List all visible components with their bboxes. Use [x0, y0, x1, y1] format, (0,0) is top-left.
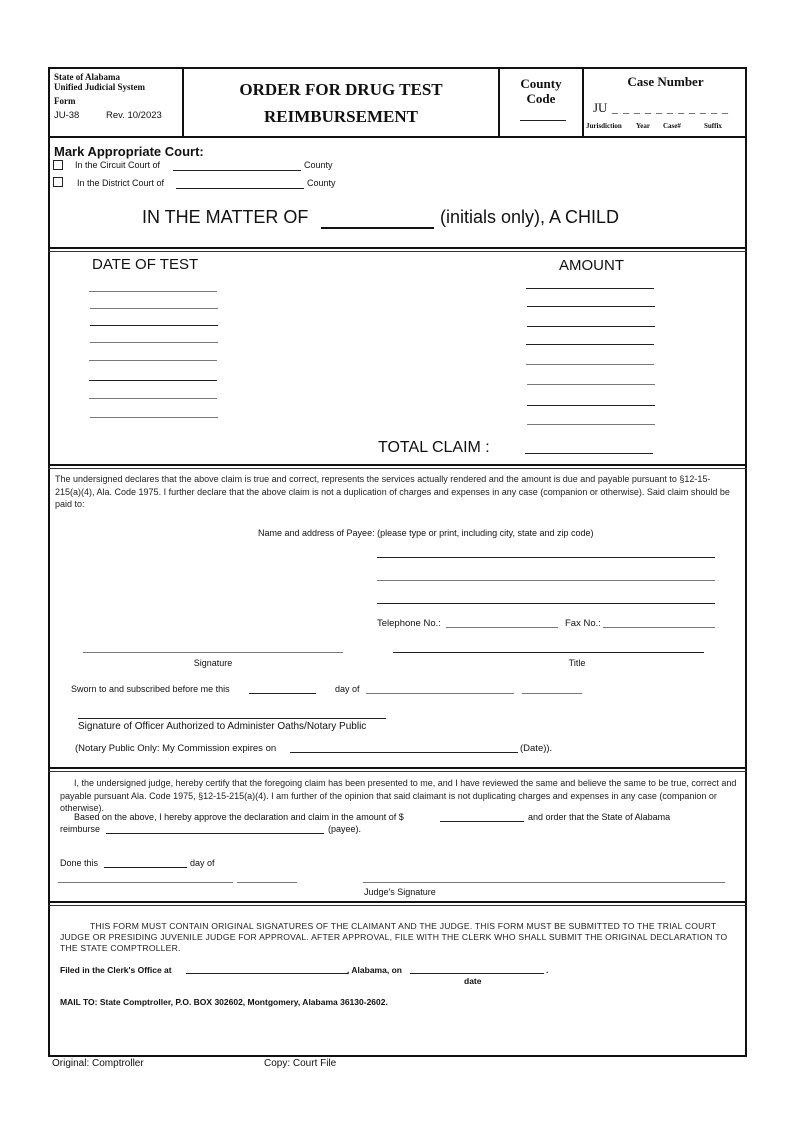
date-of-test-field[interactable] [89, 360, 217, 361]
filed-prefix: Filed in the Clerk's Office at [60, 965, 172, 975]
date-of-test-field[interactable] [90, 325, 218, 326]
done-month-field[interactable] [58, 882, 233, 883]
claimant-signature-field[interactable] [83, 652, 343, 653]
done-day-field[interactable] [104, 867, 187, 868]
circuit-county-field[interactable] [173, 170, 301, 171]
circuit-court-checkbox[interactable] [53, 160, 63, 170]
amount-field[interactable] [526, 288, 654, 289]
done-dayof: day of [190, 858, 215, 868]
date-label: date [464, 976, 482, 986]
section-divider [48, 464, 747, 469]
amount-header: AMOUNT [559, 257, 624, 274]
amount-field[interactable] [527, 405, 655, 406]
court-heading: Mark Appropriate Court: [54, 144, 204, 159]
county-code-field[interactable] [520, 120, 566, 121]
system-label: Unified Judicial System [54, 82, 146, 92]
sworn-year-field[interactable] [522, 693, 582, 694]
reimburse-payee-field[interactable] [106, 833, 324, 834]
filed-location-field[interactable] [186, 973, 348, 974]
footer-notice: THIS FORM MUST CONTAIN ORIGINAL SIGNATURES OF THE CLAIMANT AND THE JUDGE. THIS FORM MUST BE SUBMITTED TO THE TRIAL COURT JUDGE OR PRESIDING JUVENILE JUDGE FOR APPROVAL. AFTER APPROVAL, FILE WITH THE CLERK WHO SHALL SUBMIT THE ORIGINAL DECLARATION TO THE STATE COMPTROLLER. [60, 921, 728, 953]
payee-suffix: (payee). [328, 824, 362, 834]
form-revision: Rev. 10/2023 [106, 110, 162, 121]
filed-middle: , Alabama, on [347, 965, 402, 975]
original-distribution: Original: Comptroller [52, 1058, 144, 1069]
date-of-test-field[interactable] [90, 308, 218, 309]
date-of-test-field[interactable] [89, 380, 217, 381]
amount-field[interactable] [527, 306, 655, 307]
amount-field[interactable] [526, 364, 654, 365]
date-of-test-field[interactable] [90, 342, 218, 343]
amount-field[interactable] [527, 424, 655, 425]
telephone-label: Telephone No.: [377, 618, 441, 629]
sworn-dayof: day of [335, 684, 360, 694]
commission-expiry-field[interactable] [290, 752, 518, 753]
officer-signature-field[interactable] [78, 718, 386, 719]
circuit-county-suffix: County [304, 160, 333, 170]
amount-field[interactable] [527, 384, 655, 385]
payee-name-field[interactable] [377, 557, 715, 558]
declaration-text: The undersigned declares that the above claim is true and correct, represents the services actually rendered and the amount is due and payable pursuant to §12-15-215(a)(4), Ala. Code 1975. I further declare that the above claim is not a duplication of charges and expenses in any case (companion or otherwise). Said claim should be paid to: [55, 474, 730, 509]
case-part-suffix: Suffix [704, 122, 722, 130]
child-initials-field[interactable] [321, 227, 434, 229]
date-of-test-field[interactable] [89, 398, 217, 399]
sworn-month-field[interactable] [366, 693, 514, 694]
fax-label: Fax No.: [565, 618, 601, 629]
total-claim-field[interactable] [525, 453, 653, 454]
case-part-year: Year [636, 122, 650, 130]
district-county-field[interactable] [176, 188, 304, 189]
payee-city-field[interactable] [377, 603, 715, 604]
approve-suffix: and order that the State of Alabama [528, 812, 671, 822]
claimant-title-field[interactable] [393, 652, 704, 653]
total-claim-label: TOTAL CLAIM : [378, 439, 490, 456]
county-code-label: County [520, 76, 562, 91]
mail-to: MAIL TO: State Comptroller, P.O. BOX 302602, Montgomery, Alabama 36130-2602. [60, 997, 388, 1007]
approved-amount-field[interactable] [440, 821, 524, 822]
form-title-line2: REIMBURSEMENT [264, 107, 418, 126]
case-part-case: Case# [663, 122, 681, 130]
section-divider [48, 767, 747, 772]
section-divider [48, 247, 747, 252]
county-code-label-2: Code [526, 91, 556, 106]
form-title-line1: ORDER FOR DRUG TEST [239, 80, 443, 99]
officer-label: Signature of Officer Authorized to Administer Oaths/Notary Public [78, 721, 367, 732]
case-number-field[interactable]: _ _ _ _ _ _ _ _ _ _ _ [612, 101, 729, 115]
date-of-test-field[interactable] [90, 417, 218, 418]
date-of-test-header: DATE OF TEST [92, 256, 199, 273]
title-label: Title [568, 658, 586, 668]
notary-prefix: (Notary Public Only: My Commission expires on [75, 743, 277, 754]
district-court-checkbox[interactable] [53, 177, 63, 187]
amount-field[interactable] [526, 344, 654, 345]
telephone-field[interactable] [446, 627, 558, 628]
district-court-label: In the District Court of [77, 178, 165, 188]
case-number-label: Case Number [627, 74, 704, 89]
case-prefix: JU [593, 100, 608, 115]
judge-signature-field[interactable] [363, 882, 725, 883]
header-bottom-rule [48, 136, 747, 138]
circuit-court-label: In the Circuit Court of [75, 160, 161, 170]
done-prefix: Done this [60, 858, 99, 868]
matter-prefix: IN THE MATTER OF [142, 207, 309, 227]
fax-field[interactable] [603, 627, 715, 628]
judge-signature-label: Judge's Signature [364, 887, 436, 897]
amount-field[interactable] [527, 326, 655, 327]
case-part-jurisdiction: Jurisdiction [586, 122, 622, 130]
notary-suffix: (Date)). [520, 743, 553, 754]
signature-label: Signature [193, 658, 233, 668]
form-number: JU-38 [54, 110, 80, 121]
sworn-prefix: Sworn to and subscribed before me this [71, 684, 230, 694]
approve-prefix: Based on the above, I hereby approve the declaration and claim in the amount of $ [74, 812, 404, 822]
judge-certify-text: I, the undersigned judge, hereby certify that the foregoing claim has been presented to me, and I have reviewed the same and believe the same to be true, correct and payable pursuant Ala. Code 1975, §12-15-215(a)(4). I am further of the opinion that said claimant is not duplicating charges and expenses in any case (companion or otherwise). [60, 778, 737, 813]
state-label: State of Alabama [54, 72, 120, 82]
form-label: Form [54, 96, 76, 106]
district-county-suffix: County [307, 178, 336, 188]
payee-address-field[interactable] [377, 580, 715, 581]
payee-label: Name and address of Payee: (please type or print, including city, state and zip code) [258, 528, 594, 538]
copy-distribution: Copy: Court File [264, 1058, 337, 1069]
matter-suffix: (initials only), A CHILD [440, 207, 620, 227]
sworn-day-field[interactable] [249, 693, 316, 694]
filed-date-field[interactable] [410, 973, 544, 974]
section-divider [48, 901, 747, 906]
done-year-field[interactable] [237, 882, 297, 883]
reimburse-label: reimburse [60, 824, 101, 834]
date-of-test-field[interactable] [89, 291, 217, 292]
